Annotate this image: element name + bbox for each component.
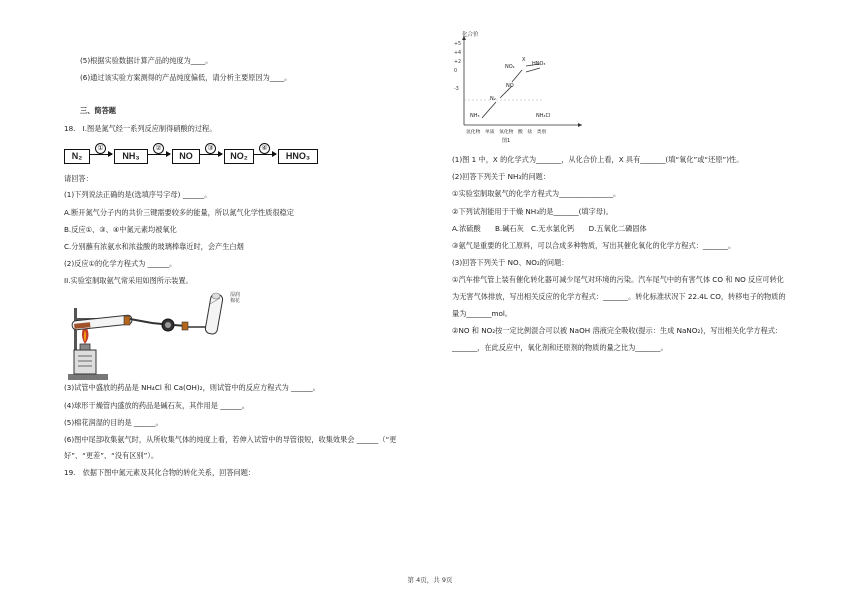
page-footer: 第 4页，共 9页 [407, 576, 453, 584]
q18-part-2: (2)反应①的化学方程式为 ______。 [64, 259, 177, 268]
cotton-label: 湿润棉花 [230, 292, 241, 304]
question-5: (5)根据实验数据计算产品的纯度为____。 [80, 56, 213, 65]
flow-arrow-1 [90, 154, 112, 155]
point-hno3: HNO₃ [532, 61, 546, 67]
q18-part-6a: (6)图中尾部收集氨气时，从所收集气体的纯度上看，若伸入试管中的导管很短，收集效果会 ______（“更 [64, 435, 397, 444]
graph-yticks [454, 40, 461, 94]
question-18-title: 18. I.图是氮气经一系列反应制得硝酸的过程。 [64, 124, 217, 133]
xtick-category: 类别 [536, 130, 547, 135]
point-no2: NO₂ [505, 64, 515, 70]
right-line-3: ①实验室制取氨气的化学方程式为_______________。 [452, 189, 621, 198]
right-line-11: ②NO 和 NO₂按一定比例混合可以被 NaOH 溶液完全吸收(提示：生成 NaNO₂)，写出相关化学方程式： [452, 326, 783, 335]
graph-ylabel: 化合价 [462, 32, 479, 38]
stand-base [68, 374, 108, 380]
option-a: A.断开氮气分子内的共价三键需要较多的能量，所以氮气化学性质很稳定 [64, 208, 294, 217]
flow-step-4: ④ [259, 143, 270, 154]
option-b: B.反应①、③、④中氮元素均被氧化 [64, 225, 177, 234]
right-line-7: (3)回答下列关于 NO、NO₂的问题： [452, 258, 569, 267]
flow-item-no: NO [172, 149, 200, 164]
right-line-2: (2)回答下列关于 NH₃的问题： [452, 172, 551, 181]
q18-part-4: (4)球形干燥管内盛放的药品是碱石灰，其作用是 ______。 [64, 401, 249, 410]
flow-step-3: ③ [205, 143, 216, 154]
xtick-salt: 盐 [527, 130, 533, 135]
flow-step-2: ② [153, 143, 164, 154]
point-x: X [522, 57, 526, 63]
q18-section-ii: II.实验室制取氨气常采用如图所示装置。 [64, 276, 193, 285]
flow-item-hno3: HNO₃ [278, 149, 318, 164]
xtick-oxide: 氧化物 [499, 130, 514, 135]
right-line-8: ①汽车排气管上装有催化转化器可减少尾气对环境的污染。汽车尾气中的有害气体 CO 和 NO 反应可转化 [452, 275, 784, 284]
point-n2: N₂ [490, 96, 496, 102]
flow-arrow-3 [200, 154, 222, 155]
point-nh3: NH₃ [470, 113, 480, 119]
alcohol-lamp [74, 350, 96, 374]
q18-part-6b: 好”、“更差”、“没有区别”）。 [64, 451, 159, 460]
q18-part-1: (1)下列说法正确的是(选填序号字母) ______。 [64, 190, 212, 199]
ytick-zero: 0 [454, 69, 458, 74]
question-19-title: 19. 依据下图中氮元素及其化合物的转化关系，回答问题： [64, 468, 256, 477]
q18-part-5: (5)棉花润湿的目的是 ______。 [64, 418, 163, 427]
point-nh4cl: NH₄Cl [536, 113, 551, 119]
ytick-plus5: +5 [454, 42, 462, 47]
right-line-9: 为无害气体排放，写出相关反应的化学方程式：_______。转化标准状况下 22.4L CO，转移电子的物质的 [452, 292, 786, 301]
flow-arrow-2 [148, 154, 170, 155]
flow-arrow-4 [254, 154, 276, 155]
ammonia-apparatus-figure [64, 290, 234, 382]
answer-prompt: 请回答： [64, 174, 93, 183]
xtick-acid: 酸 [518, 130, 523, 135]
flow-item-nh3: NH₃ [114, 149, 148, 164]
right-line-6: ③氨气是重要的化工原料，可以合成多种物质，写出其催化氧化的化学方程式：_______。 [452, 241, 736, 250]
right-line-4: ②下列试剂能用于干燥 NH₃的是_______(填字母)。 [452, 207, 613, 216]
flow-item-n2: N₂ [64, 149, 90, 164]
xtick-hydride: 氢化物 [466, 130, 481, 135]
point-no: NO [506, 83, 514, 89]
right-line-5: A.浓硫酸 B.碱石灰 C.无水氯化钙 D.五氧化二磷固体 [452, 224, 647, 233]
flow-step-1: ① [95, 143, 106, 154]
cotton-icon [212, 293, 220, 299]
q18-part-3: (3)试管中盛放的药品是 NH₄Cl 和 Ca(OH)₂，则试管中的反应方程式为 ______。 [64, 383, 320, 392]
option-c: C.分别蘸有浓氨水和浓盐酸的玻璃棒靠近时，会产生白烟 [64, 242, 244, 251]
ytick-plus4: +4 [454, 51, 462, 56]
graph-xticks [466, 128, 546, 135]
section-heading: 三、简答题 [80, 106, 116, 115]
xtick-element: 单质 [484, 130, 495, 135]
ytick-minus3: -3 [454, 87, 459, 92]
nitrogen-flow-diagram [64, 145, 311, 165]
graph-caption: 图1 [502, 138, 511, 144]
right-line-12: _______，在此反应中，氧化剂和还原剂的物质的量之比为_______。 [452, 343, 668, 352]
right-line-1: (1)图 1 中，X 的化学式为_______，从化合价上看，X 具有_______(填“氧化”或“还原”)性。 [452, 155, 744, 164]
flow-item-no2: NO₂ [224, 149, 254, 164]
ytick-plus2: +2 [454, 60, 462, 65]
collection-tube [205, 293, 224, 334]
right-line-10: 量为_______mol。 [452, 309, 513, 318]
question-6: (6)通过该实验方案测得的产品纯度偏低，请分析主要原因为____。 [80, 73, 292, 82]
